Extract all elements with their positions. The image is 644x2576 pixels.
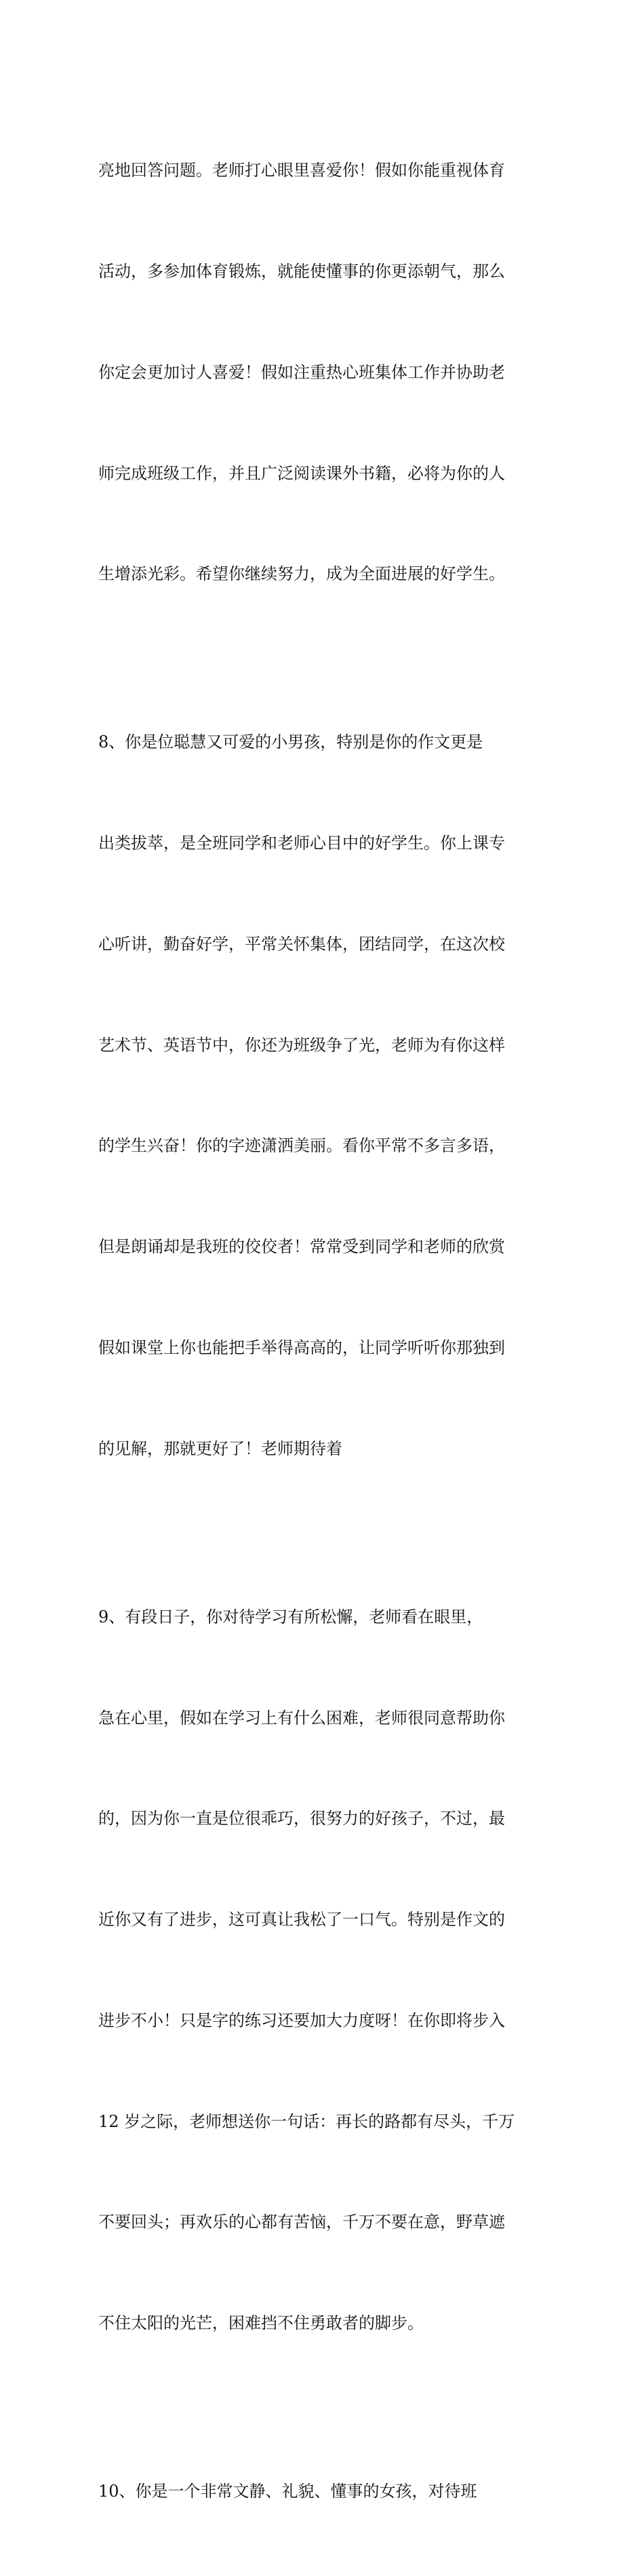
- text-line: 急在心里，假如在学习上有什么困难，老师很同意帮助你: [98, 1708, 505, 1728]
- paragraph-10: [98, 2408, 547, 2576]
- text-line: 不住太阳的光芒，困难挡不住勇敢者的脚步。: [98, 2314, 424, 2333]
- text-line: 10、你是一个非常文静、礼貌、懂事的女孩，对待班: [98, 2482, 477, 2501]
- paragraph-7-continued: [98, 87, 547, 659]
- document-body: [98, 87, 547, 2576]
- text-line: 近你又有了进步，这可真让我松了一口气。特别是作文的: [98, 1910, 505, 1930]
- text-line: 师完成班级工作，并且广泛阅读课外书籍，必将为你的人: [98, 463, 505, 483]
- text-line: 假如课堂上你也能把手举得高高的，让同学听听你那独到: [98, 1338, 505, 1357]
- text-line: 出类拔萃，是全班同学和老师心目中的好学生。你上课专: [98, 834, 505, 853]
- paragraph-8: [98, 659, 547, 1533]
- text-line: 你定会更加讨人喜爱！假如注重热心班集体工作并协助老: [98, 362, 505, 382]
- text-line: 8、你是位聪慧又可爱的小男孩，特别是你的作文更是: [98, 733, 483, 752]
- text-line: 亮地回答问题。老师打心眼里喜爱你！假如你能重视体育: [98, 161, 505, 180]
- text-line: 的学生兴奋！你的字迹潇洒美丽。看你平常不多言多语，: [98, 1136, 505, 1156]
- text-line: 的，因为你一直是位很乖巧，很努力的好孩子，不过，最: [98, 1809, 505, 1829]
- text-line: 心听讲，勤奋好学，平常关怀集体，团结同学，在这次校: [98, 934, 505, 954]
- text-line: 生增添光彩。希望你继续努力，成为全面进展的好学生。: [98, 564, 505, 584]
- text-line: 活动，多参加体育锻炼，就能使懂事的你更添朝气，那么: [98, 261, 505, 281]
- text-line: 的见解，那就更好了！老师期待着: [98, 1439, 342, 1458]
- text-line: 9、有段日子，你对待学习有所松懈，老师看在眼里，: [98, 1607, 483, 1626]
- text-line: 但是朗诵却是我班的佼佼者！常常受到同学和老师的欣赏: [98, 1237, 505, 1257]
- text-line: 不要回头；再欢乐的心都有苦恼，千万不要在意，野草遮: [98, 2212, 505, 2232]
- text-line: 艺术节、英语节中，你还为班级争了光，老师为有你这样: [98, 1035, 505, 1055]
- text-line: 进步不小！只是字的练习还要加大力度呀！在你即将步入: [98, 2010, 505, 2030]
- text-line: 12 岁之际，老师想送你一句话：再长的路都有尽头，千万: [98, 2111, 515, 2131]
- paragraph-9: [98, 1534, 547, 2408]
